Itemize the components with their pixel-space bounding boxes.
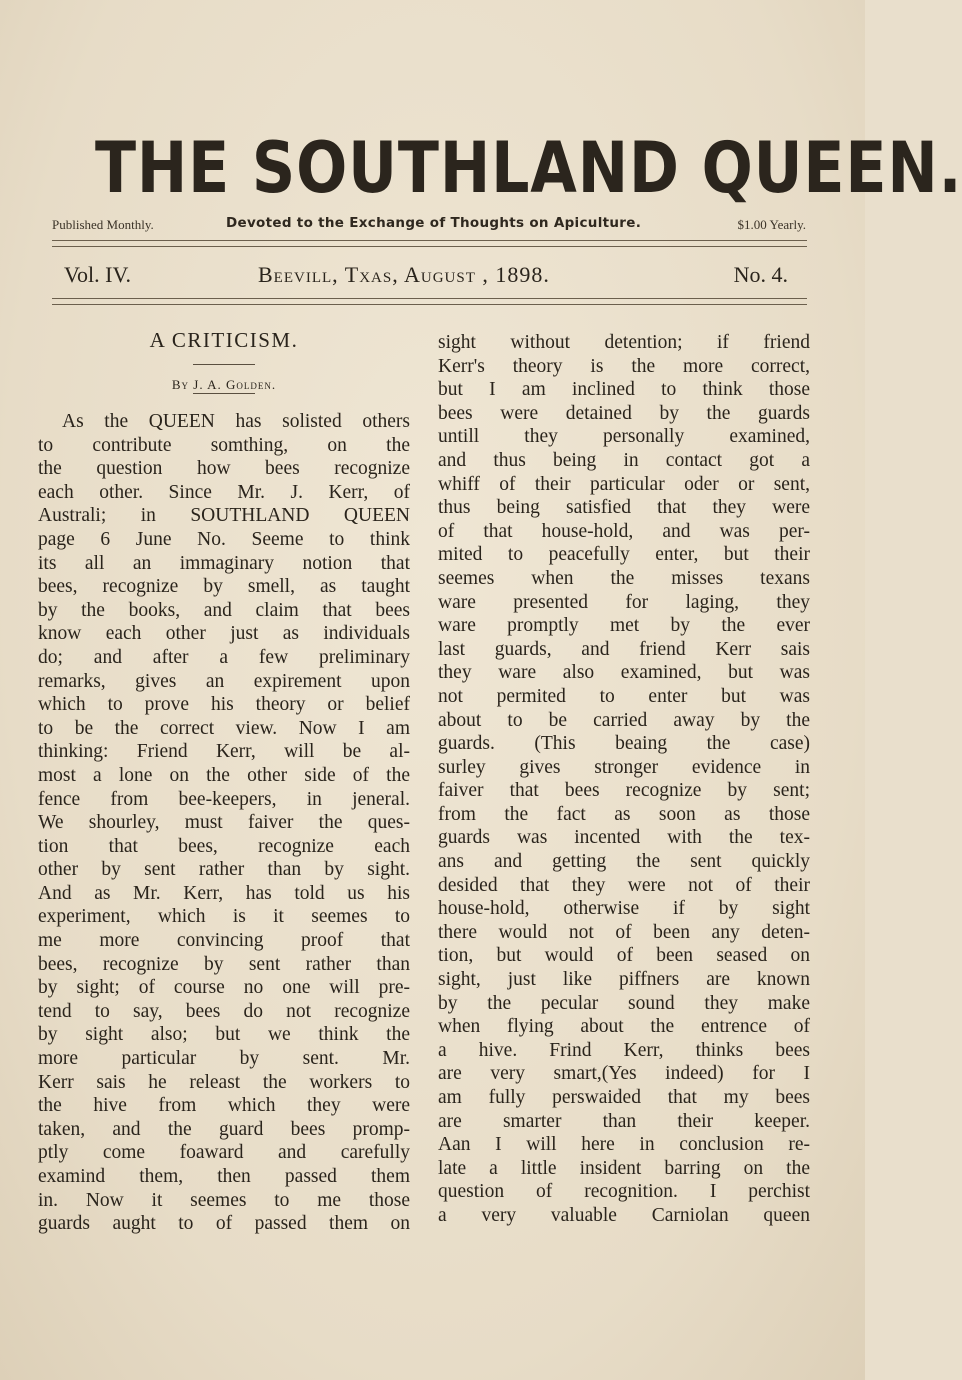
text-line: ans and getting the sent quickly — [438, 851, 810, 873]
text-line: last guards, and friend Kerr sais — [438, 638, 810, 660]
masthead-title: THE SOUTHLAND QUEEN. — [94, 127, 962, 209]
text-line: ware promptly met by the ever — [438, 615, 810, 637]
text-line: more particular by sent. Mr. — [38, 1048, 410, 1070]
text-line: they ware also examined, but was — [438, 662, 810, 684]
text-line: guards. (This beaing the case) — [438, 733, 810, 755]
double-rule-bottom — [52, 298, 807, 305]
subscription-price: $1.00 Yearly. — [737, 217, 806, 232]
text-line: thinking: Friend Kerr, will be al- — [38, 741, 410, 763]
text-line: there would not of been any deten- — [438, 921, 810, 943]
text-line: sight, just like piffners are known — [438, 969, 810, 991]
text-line: surley gives stronger evidence in — [438, 756, 810, 778]
article-column-right — [438, 331, 810, 1228]
text-line: not permited to enter but was — [438, 685, 810, 707]
text-line: and thus being in contact got a — [438, 449, 810, 471]
text-line: guards was incented with the tex- — [438, 827, 810, 849]
text-line: me more convincing proof that — [38, 930, 410, 952]
text-line: to contribute somthing, on the — [38, 434, 410, 456]
left-column-text — [38, 410, 410, 1236]
text-line: are very smart,(Yes indeed) for I — [438, 1063, 810, 1085]
volume-number: Vol. IV. — [64, 262, 132, 287]
text-line: And as Mr. Kerr, has told us his — [38, 882, 410, 904]
article-byline — [38, 377, 410, 393]
text-line: am fully perswaided that my bees — [438, 1087, 810, 1108]
article-column-left — [38, 324, 410, 1236]
text-line: about to be carried away by the — [438, 709, 810, 731]
text-line: the hive from which they were — [38, 1095, 410, 1117]
text-line: its all an immaginary notion that — [38, 552, 410, 574]
byline-rule — [193, 393, 255, 394]
issue-line — [64, 262, 794, 292]
dateline: Beevill, Txas, August , 1898. — [258, 262, 550, 287]
text-line: each other. Since Mr. J. Kerr, of — [38, 481, 410, 503]
text-line: faiver that bees recognize by sent; — [438, 780, 810, 802]
text-line: tion, but would of been seased on — [438, 945, 810, 967]
text-line: Kerr's theory is the more correct, — [438, 355, 810, 377]
text-line: question of recognition. I perchist — [438, 1181, 810, 1203]
text-line: but I am inclined to think those — [438, 379, 810, 401]
text-line: late a little insident barring on the — [438, 1157, 810, 1179]
issue-number: No. 4. — [733, 262, 788, 287]
text-line: bees were detained by the guards — [438, 402, 810, 424]
text-line: a very valuable Carniolan queen — [438, 1204, 810, 1226]
text-line: As the QUEEN has solisted others — [62, 411, 410, 432]
text-line: from the fact as soon as those — [438, 803, 810, 825]
text-line: whiff of their particular oder or sent, — [438, 473, 810, 495]
text-line: other by sent rather than by sight. — [38, 859, 410, 881]
right-column-text — [438, 331, 810, 1228]
text-line: ptly come foaward and carefully — [38, 1142, 410, 1164]
text-line: bees, recognize by sent rather than — [38, 953, 410, 975]
text-line: ware presented for laging, they — [438, 591, 810, 613]
text-line: tend to say, bees do not recognize — [38, 1000, 410, 1022]
text-line: tion that bees, recognize each — [38, 835, 410, 857]
text-line: to be the correct view. Now I am — [38, 717, 410, 739]
text-line: most a lone on the other side of the — [38, 764, 410, 786]
text-line: taken, and the guard bees promp- — [38, 1118, 410, 1140]
text-line: experiment, which is it seemes to — [38, 906, 410, 928]
text-line: seemes when the misses texans — [438, 567, 810, 589]
text-line: examind them, then passed them — [38, 1166, 410, 1187]
text-line: are smarter than their keeper. — [438, 1110, 810, 1132]
text-line: page 6 June No. Seeme to think — [38, 528, 410, 550]
text-line: mited to peacefully enter, but their — [438, 544, 810, 566]
subtitle-bar — [52, 214, 812, 236]
text-line: by sight also; but we think the — [38, 1024, 410, 1046]
tagline: Devoted to the Exchange of Thoughts on Apiculture. — [226, 215, 642, 231]
text-line: Australi; in SOUTHLAND QUEEN — [38, 505, 410, 527]
text-line: which to prove his theory or belief — [38, 694, 410, 716]
text-line: know each other just as individuals — [38, 623, 410, 645]
text-line: untill they personally examined, — [438, 426, 810, 448]
article-title: A CRITICISM. — [149, 328, 299, 352]
text-line: We shourley, must faiver the ques- — [38, 812, 410, 834]
double-rule-top — [52, 240, 807, 247]
text-line: do; and after a few preliminary — [38, 646, 410, 668]
text-line: by sight; of course no one will pre- — [38, 977, 410, 999]
text-line: house-hold, otherwise if by sight — [438, 898, 810, 920]
text-line: by the pecular sound they make — [438, 992, 810, 1014]
text-line: fence from bee-keepers, in jeneral. — [38, 788, 410, 810]
text-line: guards aught to of passed them on — [38, 1213, 410, 1235]
text-line: of that house-hold, and was per- — [438, 520, 810, 542]
text-line: desided that they were not of their — [438, 874, 810, 896]
text-line: thus being satisfied that they were — [438, 497, 810, 519]
text-line: Aan I will here in conclusion re- — [438, 1134, 810, 1156]
text-line: a hive. Frind Kerr, thinks bees — [438, 1039, 810, 1061]
text-line: bees, recognize by smell, as taught — [38, 576, 410, 598]
publication-frequency: Published Monthly. — [52, 217, 154, 232]
text-line: in. Now it seemes to me those — [38, 1189, 410, 1211]
text-line: by the books, and claim that bees — [38, 599, 410, 621]
text-line: when flying about the entrence of — [438, 1016, 810, 1038]
byline-text: By J. A. Golden. — [171, 377, 277, 392]
title-rule — [193, 364, 255, 365]
text-line: the question how bees recognize — [38, 458, 410, 480]
text-line: sight without detention; if friend — [438, 332, 810, 353]
text-line: remarks, gives an expirement upon — [38, 670, 410, 692]
text-line: Kerr sais he releast the workers to — [38, 1071, 410, 1093]
